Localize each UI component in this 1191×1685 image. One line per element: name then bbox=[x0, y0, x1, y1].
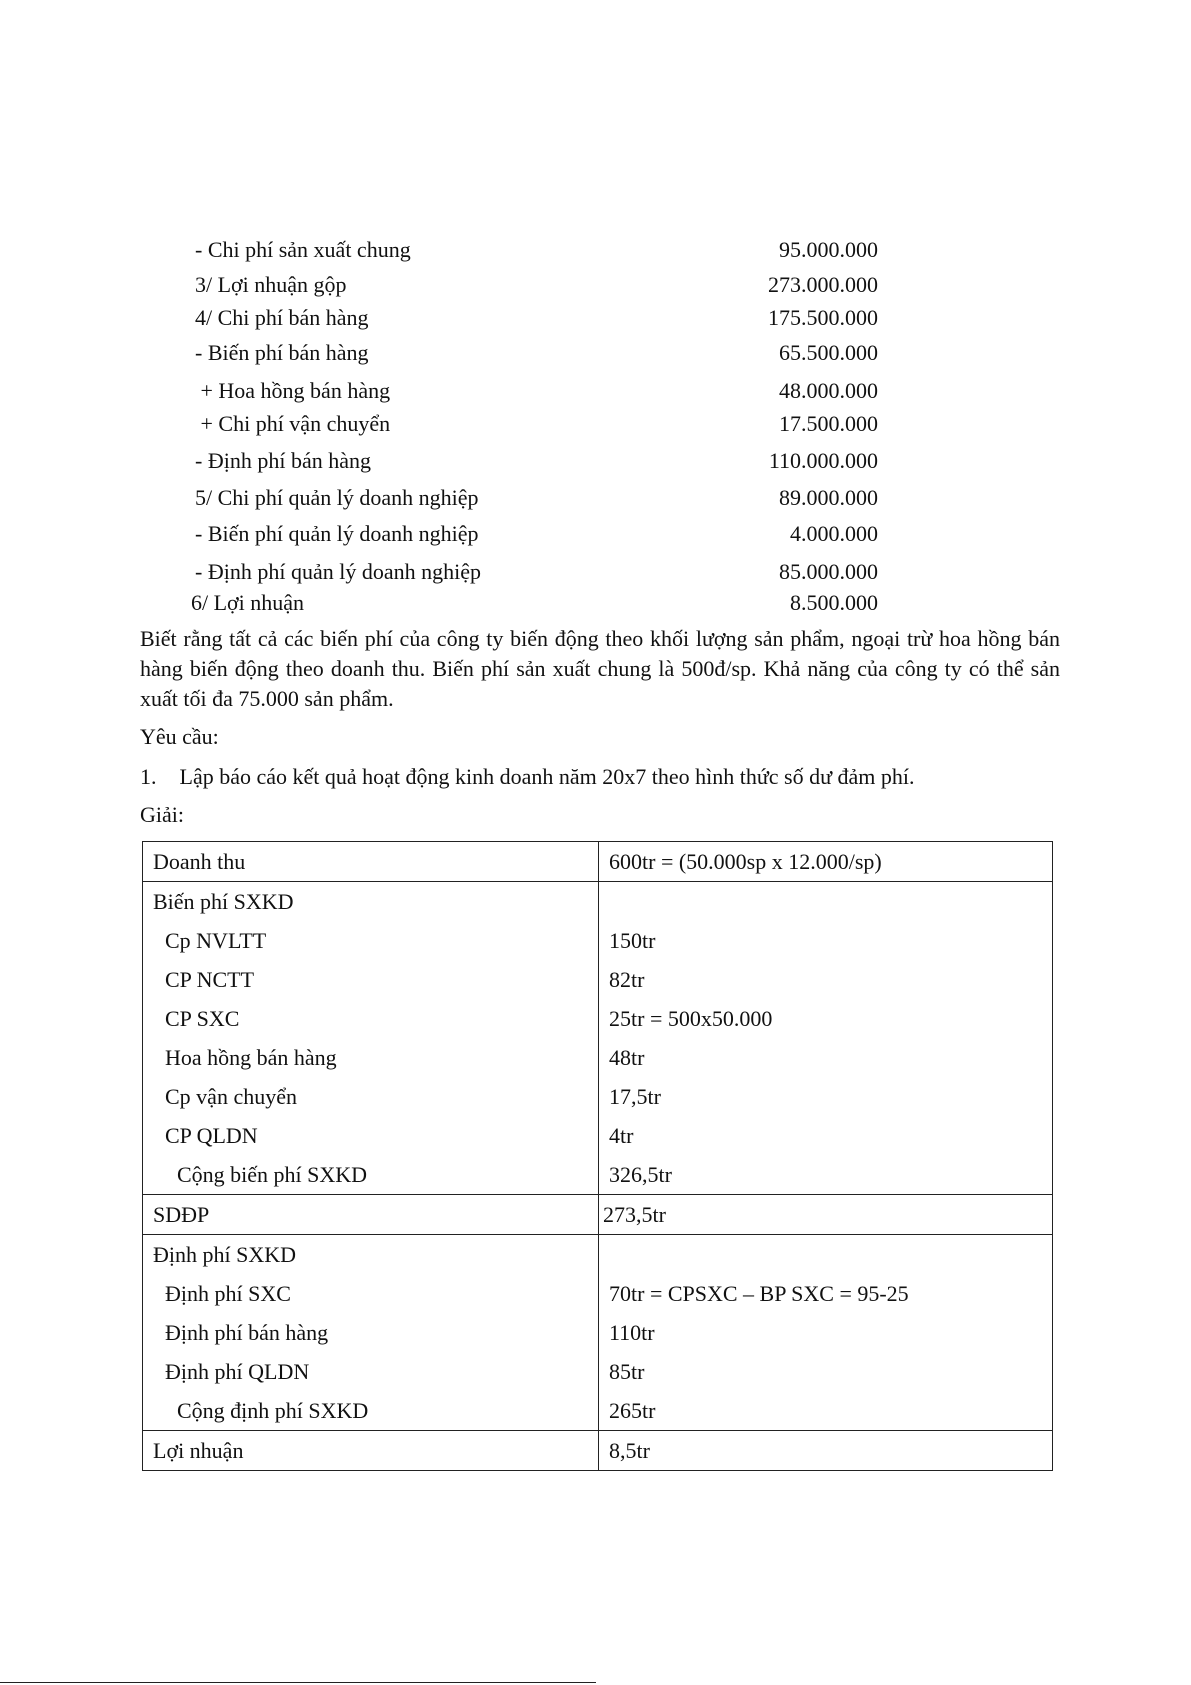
fixed-item-value: 110tr bbox=[599, 1313, 1053, 1352]
fixed-total-label: Cộng định phí SXKD bbox=[177, 1398, 369, 1423]
solution-heading: Giải: bbox=[140, 802, 184, 827]
figure-value: 85.000.000 bbox=[779, 559, 878, 584]
variable-item-label: Cp vận chuyển bbox=[165, 1084, 297, 1109]
figure-row bbox=[0, 409, 1191, 439]
figure-value: 65.500.000 bbox=[779, 340, 878, 365]
figure-value: 4.000.000 bbox=[790, 521, 878, 546]
figure-value: 8.500.000 bbox=[790, 590, 878, 615]
fixed-item-value: 70tr = CPSXC – BP SXC = 95-25 bbox=[599, 1274, 1053, 1313]
figure-label: - Chi phí sản xuất chung bbox=[195, 237, 411, 262]
variable-item-value: 4tr bbox=[599, 1116, 1053, 1155]
fixed-item-label: Định phí QLDN bbox=[165, 1359, 310, 1384]
requirement-text: Lập báo cáo kết quả hoạt động kinh doanh năm 20x7 theo hình thức số dư đảm phí. bbox=[179, 764, 915, 789]
contribution-income-table bbox=[142, 841, 1053, 1471]
figure-label: - Biến phí bán hàng bbox=[195, 340, 369, 365]
requirement-item bbox=[140, 762, 915, 792]
table-row bbox=[143, 1077, 1053, 1116]
variable-item-label: CP SXC bbox=[165, 1006, 240, 1031]
variable-item-label: CP QLDN bbox=[165, 1123, 258, 1148]
figure-label: + Hoa hồng bán hàng bbox=[195, 378, 391, 403]
profit-value: 8,5tr bbox=[599, 1431, 1053, 1471]
figure-label: 6/ Lợi nhuận bbox=[191, 590, 305, 615]
requirement-number: 1. bbox=[140, 764, 157, 789]
figure-row bbox=[0, 519, 1191, 549]
variable-item-value: 150tr bbox=[599, 921, 1053, 960]
figure-row bbox=[0, 338, 1191, 368]
figure-row bbox=[0, 557, 1191, 587]
figure-label: - Biến phí quản lý doanh nghiệp bbox=[195, 521, 479, 546]
figure-label: 3/ Lợi nhuận gộp bbox=[195, 272, 347, 297]
revenue-value: 600tr = (50.000sp x 12.000/sp) bbox=[599, 842, 1053, 882]
figure-value: 89.000.000 bbox=[779, 485, 878, 510]
figure-value: 95.000.000 bbox=[779, 237, 878, 262]
variable-item-value: 82tr bbox=[599, 960, 1053, 999]
table-row bbox=[143, 1116, 1053, 1155]
figure-value: 17.500.000 bbox=[779, 411, 878, 436]
variable-item-value: 17,5tr bbox=[599, 1077, 1053, 1116]
footnote-separator bbox=[0, 1682, 596, 1683]
assumption-paragraph: Biết rằng tất cả các biến phí của công ty biến động theo khối lượng sản phẩm, ngoại trừ hoa hồng bán hàng biến động theo doanh thu. Biến phí sản xuất chung là 500đ/sp. Khả năng của công ty có thể sản xuất tối đa 75.000 sản phẩm. bbox=[140, 626, 1060, 711]
table-row-contribution bbox=[143, 1195, 1053, 1235]
fixed-heading: Định phí SXKD bbox=[143, 1235, 599, 1275]
variable-total-label: Cộng biến phí SXKD bbox=[177, 1162, 368, 1187]
table-row-fixed-heading bbox=[143, 1235, 1053, 1275]
figure-value: 110.000.000 bbox=[768, 448, 878, 473]
table-row bbox=[143, 960, 1053, 999]
figure-label: 5/ Chi phí quản lý doanh nghiệp bbox=[195, 485, 479, 510]
figure-row bbox=[0, 235, 1191, 265]
table-row bbox=[143, 999, 1053, 1038]
variable-item-label: CP NCTT bbox=[165, 967, 255, 992]
figure-row bbox=[0, 483, 1191, 513]
figure-value: 175.500.000 bbox=[768, 305, 878, 330]
figure-label: - Định phí quản lý doanh nghiệp bbox=[195, 559, 481, 584]
figure-row bbox=[0, 270, 1191, 300]
table-row bbox=[143, 1313, 1053, 1352]
figure-value: 273.000.000 bbox=[768, 272, 878, 297]
fixed-item-value: 85tr bbox=[599, 1352, 1053, 1391]
figure-label: - Định phí bán hàng bbox=[195, 448, 371, 473]
table-row-fixed-total bbox=[143, 1391, 1053, 1431]
variable-item-value: 25tr = 500x50.000 bbox=[599, 999, 1053, 1038]
fixed-item-label: Định phí bán hàng bbox=[165, 1320, 329, 1345]
table-row bbox=[143, 1352, 1053, 1391]
table-row-variable-total bbox=[143, 1155, 1053, 1195]
table-row bbox=[143, 921, 1053, 960]
variable-heading: Biến phí SXKD bbox=[143, 882, 599, 922]
variable-item-label: Hoa hồng bán hàng bbox=[165, 1045, 337, 1070]
fixed-total-value: 265tr bbox=[599, 1391, 1053, 1431]
revenue-label: Doanh thu bbox=[143, 842, 599, 882]
figure-row bbox=[0, 376, 1191, 406]
table-row-revenue bbox=[143, 842, 1053, 882]
contribution-value: 273,5tr bbox=[599, 1195, 1053, 1235]
table-row bbox=[143, 1274, 1053, 1313]
contribution-label: SDĐP bbox=[143, 1195, 599, 1235]
variable-item-label: Cp NVLTT bbox=[165, 928, 267, 953]
fixed-item-label: Định phí SXC bbox=[165, 1281, 291, 1306]
figure-label: + Chi phí vận chuyển bbox=[195, 411, 391, 436]
table-row-variable-heading bbox=[143, 882, 1053, 922]
profit-label: Lợi nhuận bbox=[143, 1431, 599, 1471]
requirement-heading: Yêu cầu: bbox=[140, 724, 219, 749]
figure-row bbox=[0, 588, 1191, 618]
figure-label: 4/ Chi phí bán hàng bbox=[195, 305, 369, 330]
figure-value: 48.000.000 bbox=[779, 378, 878, 403]
variable-item-value: 48tr bbox=[599, 1038, 1053, 1077]
figure-row bbox=[0, 446, 1191, 476]
table-row bbox=[143, 1038, 1053, 1077]
variable-total-value: 326,5tr bbox=[599, 1155, 1053, 1195]
table-row-profit bbox=[143, 1431, 1053, 1471]
figure-row bbox=[0, 303, 1191, 333]
